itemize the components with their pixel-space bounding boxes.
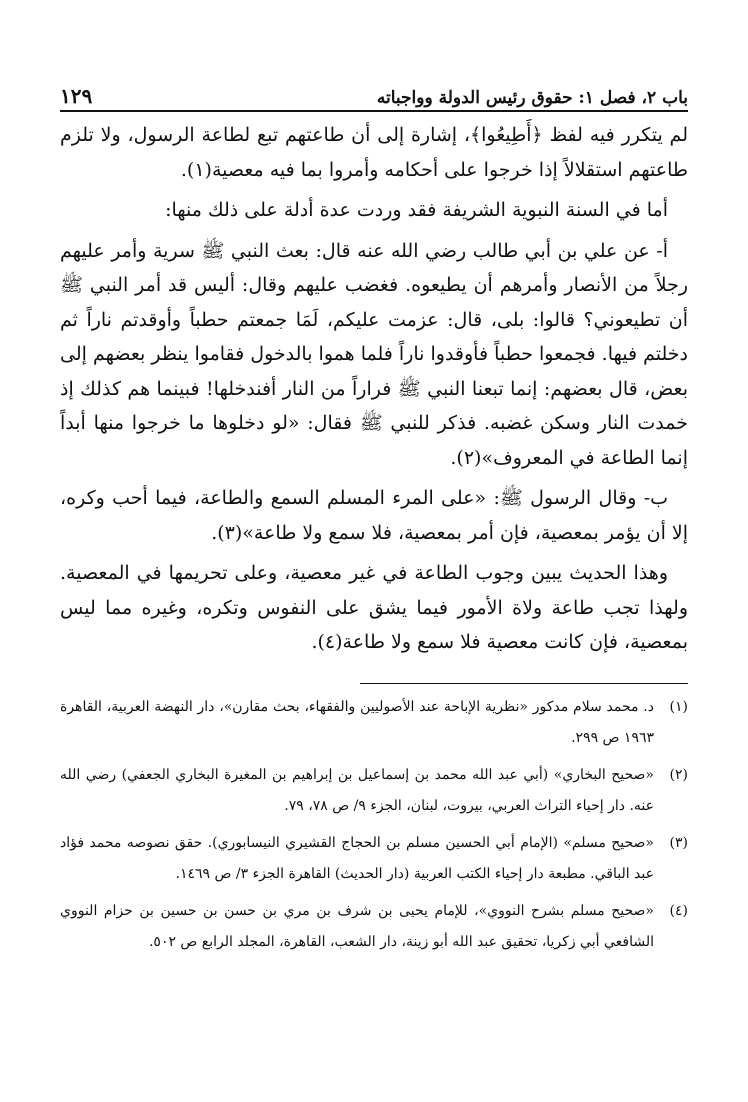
- footnote-text: «صحيح مسلم» (الإمام أبي الحسين مسلم بن الحجاج القشيري النيسابوري). حقق نصوصه محمد فؤاد عبد الباقي. مطبعة دار إحياء الكتب العربية (دار الحديث) القاهرة الجزء ٣/ ص ١٤٦٩.: [60, 835, 654, 882]
- footnote-number: (٤): [669, 903, 688, 919]
- footnote-text: د. محمد سلام مدكور «نظرية الإباحة عند الأصوليين والفقهاء، بحث مقارن»، دار النهضة العربية، القاهرة ١٩٦٣ ص ٢٩٩.: [60, 699, 654, 746]
- footnote-number: (١): [669, 699, 688, 715]
- paragraph: لم يتكرر فيه لفظ ﴿أَطِيعُوا﴾، إشارة إلى أن طاعتهم تبع لطاعة الرسول، ولا تلزم طاعتهم استقلالاً إذا خرجوا على أحكامه وأمروا بما فيه معصية(١).: [60, 124, 688, 181]
- main-text: [60, 118, 688, 660]
- paragraph: ب- وقال الرسول ﷺ: «على المرء المسلم السمع والطاعة، فيما أحب وكره، إلا أن يؤمر بمعصية، فإن أمر بمعصية، فلا سمع ولا طاعة»(٣).: [60, 487, 688, 544]
- footnotes: [60, 692, 688, 964]
- footnote: [60, 760, 688, 822]
- footnote: [60, 692, 688, 754]
- running-header: [60, 78, 688, 108]
- footnote-number: (٢): [669, 767, 688, 783]
- header-divider: [60, 110, 688, 112]
- paragraph: أ- عن علي بن أبي طالب رضي الله عنه قال: بعث النبي ﷺ سرية وأمر عليهم رجلاً من الأنصار وأمرهم أن يطيعوه. فغضب عليهم وقال: أليس قد أمر النبي ﷺ أن تطيعوني؟ قالوا: بلى، قال: عزمت عليكم، لَمَا جمعتم حطباً وأوقدتم ناراً ثم دخلتم فيها. فجمعوا حطباً فأوقدوا ناراً فلما هموا بالدخول فقاموا ينظر بعضهم إلى بعض، قال بعضهم: إنما تبعنا النبي ﷺ فراراً من النار أفندخلها! فبينما هم كذلك إذ خمدت النار وسكن غضبه. فذكر للنبي ﷺ فقال: «لو دخلوها ما خرجوا منها أبداً إنما الطاعة في المعروف»(٢).: [60, 239, 688, 469]
- footnote-text: «صحيح البخاري» (أبي عبد الله محمد بن إسماعيل بن إبراهيم بن المغيرة البخاري الجعفي) رضي الله عنه. دار إحياء التراث العربي، بيروت، لبنان، الجزء ٩/ ص ٧٨، ٧٩.: [60, 767, 654, 814]
- paragraph: أما في السنة النبوية الشريفة فقد وردت عدة أدلة على ذلك منها:: [165, 199, 668, 221]
- chapter-title: باب ٢، فصل ١: حقوق رئيس الدولة وواجباته: [376, 88, 688, 108]
- footnote-number: (٣): [669, 835, 688, 851]
- footnote-divider: [360, 683, 688, 684]
- paragraph: وهذا الحديث يبين وجوب الطاعة في غير معصية، وعلى تحريمها في المعصية. ولهذا تجب طاعة ولاة الأمور فيما يشق على النفوس وتكره، وغيره مما ليس بمعصية، فإن كانت معصية فلا سمع ولا طاعة(٤).: [60, 562, 688, 653]
- footnote-text: «صحيح مسلم بشرح النووي»، للإمام يحيى بن شرف بن مري بن حسن بن حسين بن حزام النووي الشافعي أبي زكريا، تحقيق عبد الله أبو زينة، دار الشعب، القاهرة، المجلد الرابع ص ٥٠٢.: [60, 903, 654, 950]
- page-number: ١٢٩: [60, 84, 93, 108]
- footnote: [60, 828, 688, 890]
- footnote: [60, 896, 688, 958]
